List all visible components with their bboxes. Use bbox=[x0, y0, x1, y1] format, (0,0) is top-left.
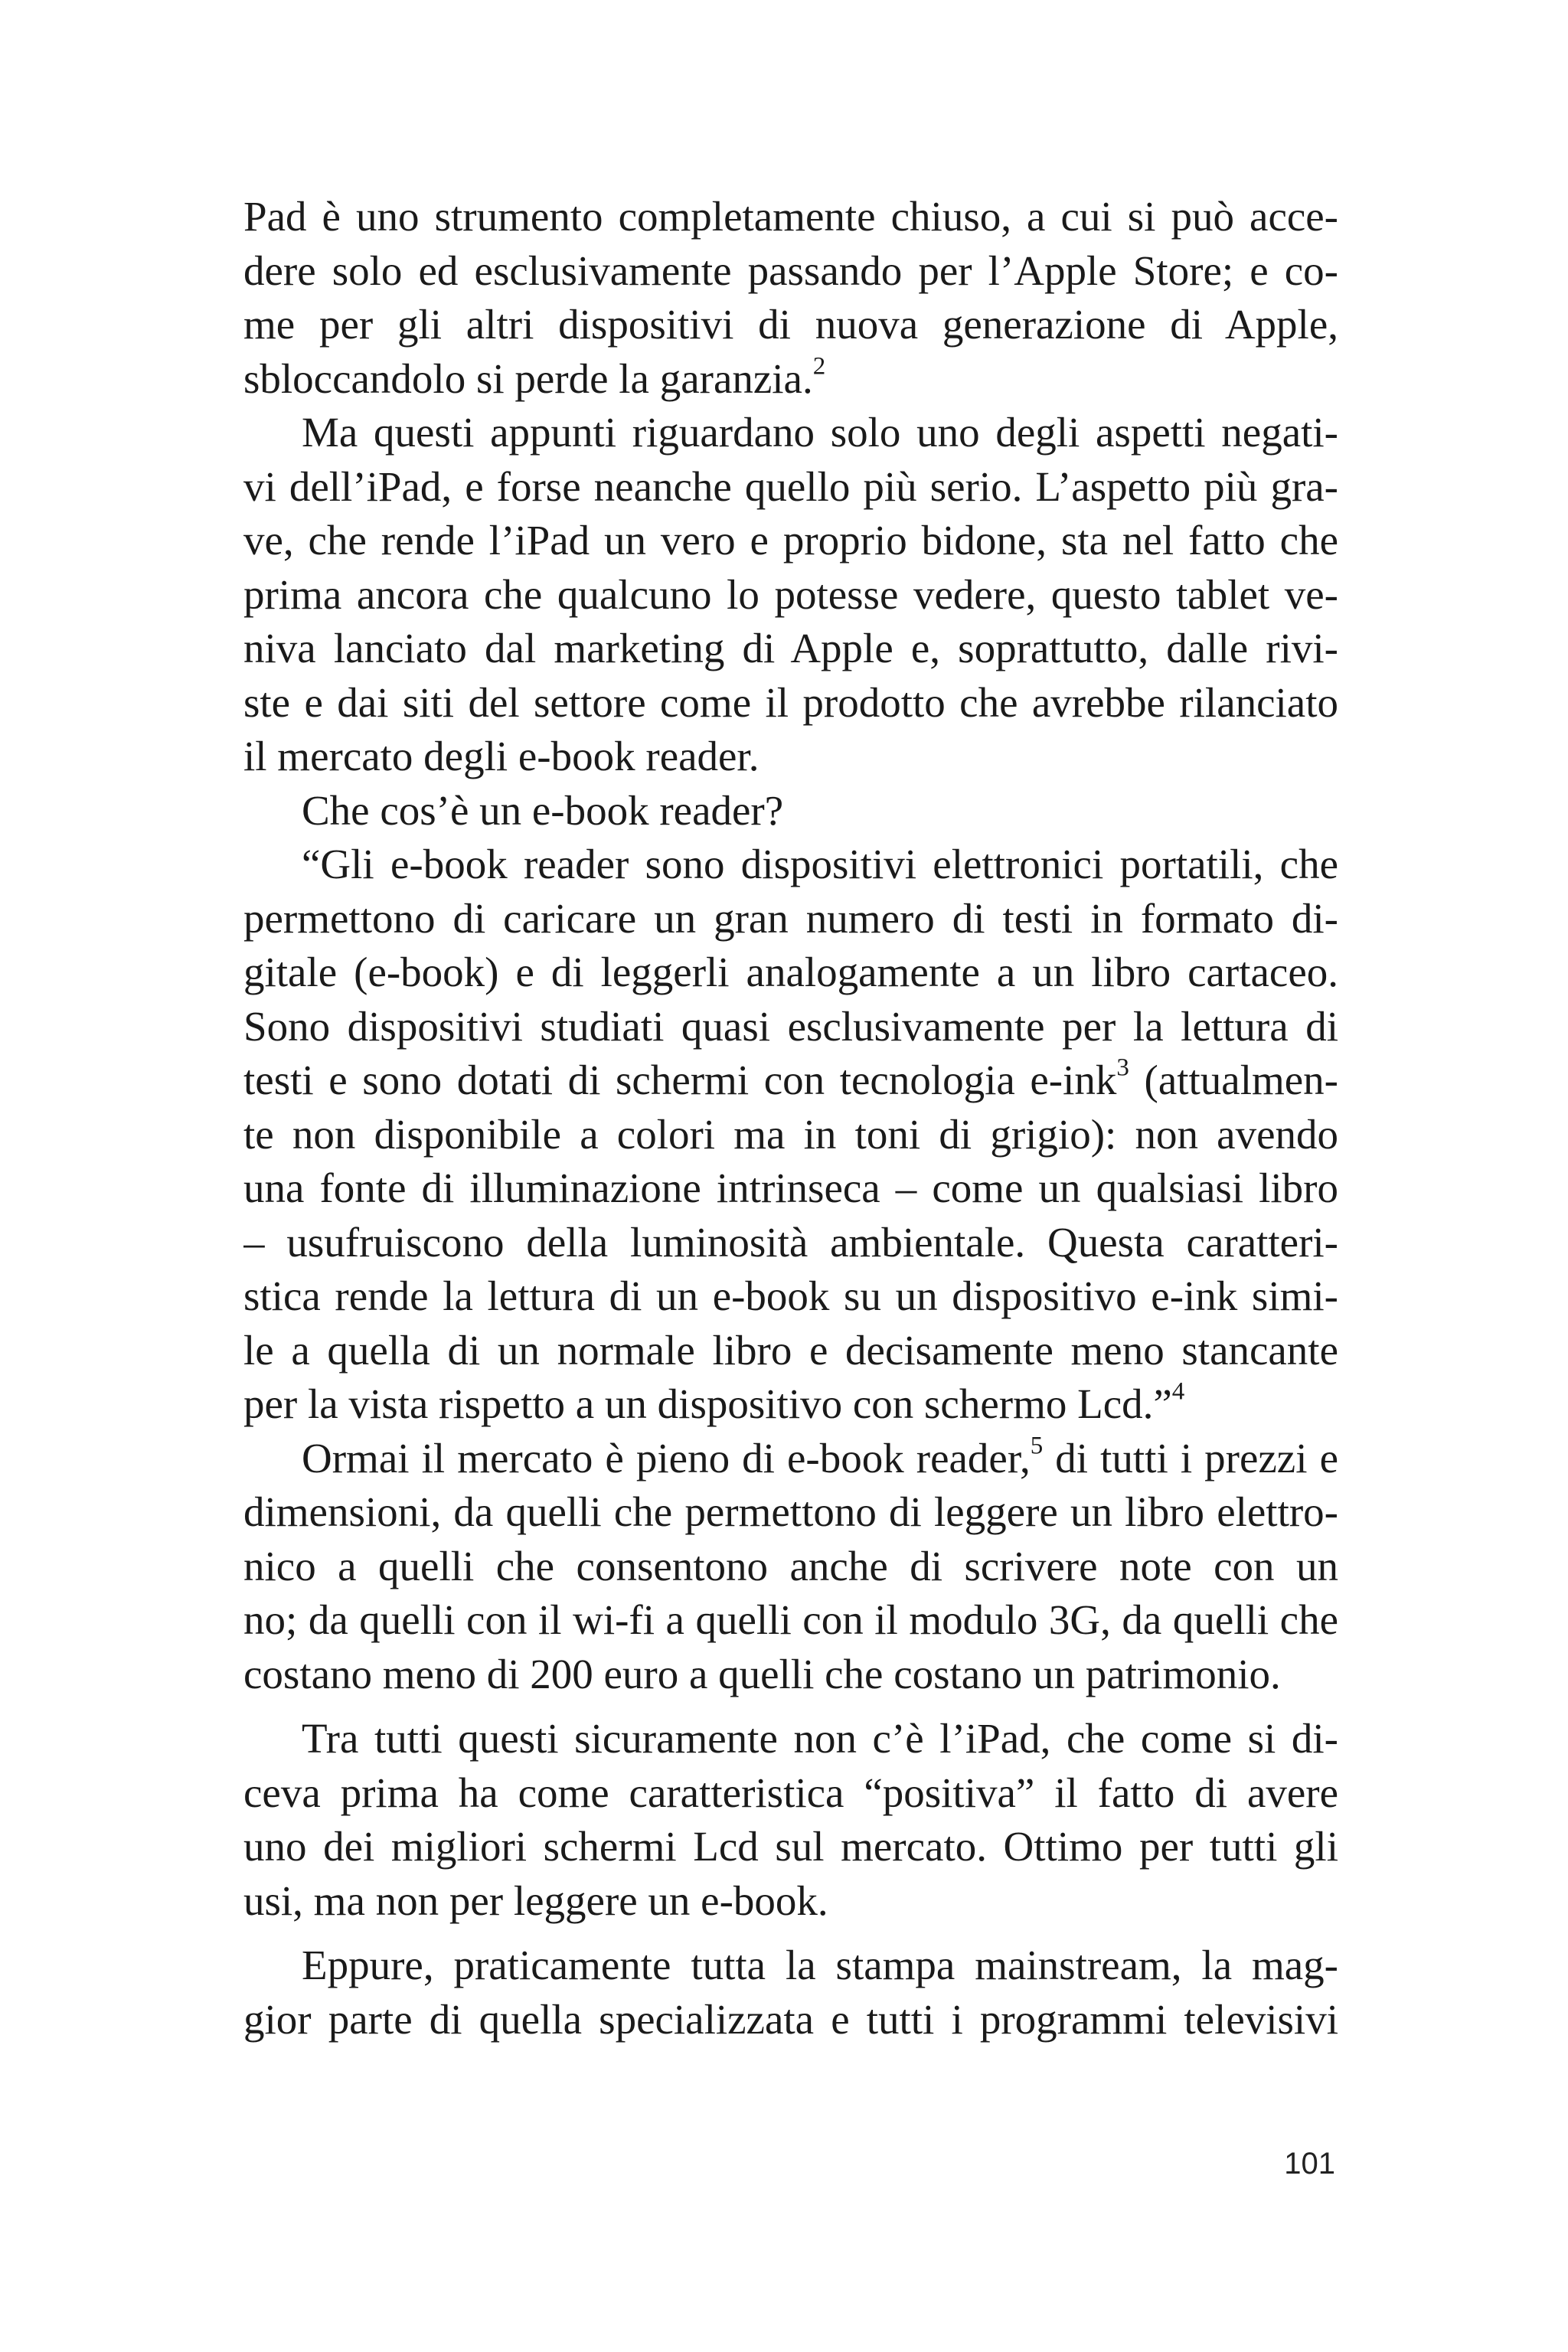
text-line bbox=[243, 298, 1338, 352]
line-text: testi e sono dotati di schermi con tecnologia e-ink bbox=[243, 1057, 1117, 1103]
footnote-ref: 4 bbox=[1171, 1377, 1185, 1406]
line-text: ste e dai siti del settore come il prodotto che avrebbe rilanciato bbox=[243, 678, 1338, 726]
text-line bbox=[243, 1766, 1338, 1821]
line-text: dimensioni, da quelli che permettono di leggere un libro elettro- bbox=[243, 1488, 1338, 1535]
line-text-after: di tutti i prezzi e bbox=[1043, 1434, 1338, 1481]
text-line bbox=[243, 1820, 1338, 1874]
text-line bbox=[243, 1377, 1338, 1432]
text-line bbox=[243, 1054, 1338, 1108]
text-line bbox=[243, 784, 1338, 838]
line-text: stica rende la lettura di un e-book su un dispositivo e-ink simi- bbox=[243, 1272, 1338, 1319]
text-line bbox=[243, 1432, 1338, 1486]
text-line bbox=[243, 676, 1338, 730]
line-text: sbloccandolo si perde la garanzia. bbox=[243, 354, 813, 402]
line-text: Che cos’è un e-book reader? bbox=[302, 786, 784, 834]
line-text: uno dei migliori schermi Lcd sul mercato. Ottimo per tutti gli bbox=[243, 1823, 1338, 1870]
line-text: ceva prima ha come caratteristica “positiva” il fatto di avere bbox=[243, 1769, 1338, 1816]
text-line bbox=[243, 622, 1338, 676]
line-text: il mercato degli e-book reader. bbox=[243, 733, 760, 779]
line-text: le a quella di un normale libro e decisamente meno stancante bbox=[243, 1326, 1338, 1374]
line-text: gior parte di quella specializzata e tutti i programmi televisivi bbox=[243, 1995, 1338, 2043]
text-line bbox=[243, 514, 1338, 568]
text-line bbox=[243, 460, 1338, 514]
line-text: te non disponibile a colori ma in toni di grigio): non avendo bbox=[243, 1110, 1338, 1158]
text-line bbox=[243, 946, 1338, 1000]
line-text: una fonte di illuminazione intrinseca – come un qualsiasi libro bbox=[243, 1165, 1338, 1211]
body-text bbox=[243, 190, 1338, 2047]
line-text: me per gli altri dispositivi di nuova generazione di Apple, bbox=[243, 301, 1338, 348]
text-line bbox=[243, 1324, 1338, 1378]
line-text: niva lanciato dal marketing di Apple e, soprattutto, dalle rivi- bbox=[243, 625, 1338, 671]
paragraph-gap bbox=[243, 1701, 1338, 1712]
text-line bbox=[243, 244, 1338, 299]
line-text: Sono dispositivi studiati quasi esclusivamente per la lettura di bbox=[243, 1002, 1338, 1050]
paragraph-gap bbox=[243, 1928, 1338, 1939]
text-line bbox=[243, 1993, 1338, 2047]
line-text: Eppure, praticamente tutta la stampa mainstream, la mag- bbox=[302, 1942, 1338, 1988]
line-text: – usufruiscono della luminosità ambientale. Questa caratteri- bbox=[243, 1218, 1338, 1266]
text-line bbox=[243, 1874, 1338, 1929]
line-text: nico a quelli che consentono anche di scrivere note con un bbox=[243, 1542, 1338, 1589]
line-text: Ormai il mercato è pieno di e-book reader, bbox=[302, 1434, 1031, 1481]
footnote-ref: 2 bbox=[812, 351, 826, 380]
line-text: ve, che rende l’iPad un vero e proprio bidone, sta nel fatto che bbox=[243, 517, 1338, 564]
text-line bbox=[243, 568, 1338, 622]
text-line bbox=[243, 1108, 1338, 1162]
text-line bbox=[243, 1000, 1338, 1054]
line-text: costano meno di 200 euro a quelli che costano un patrimonio. bbox=[243, 1650, 1281, 1697]
line-text: permettono di caricare un gran numero di testi in formato di- bbox=[243, 894, 1338, 942]
text-line bbox=[243, 838, 1338, 892]
text-line bbox=[243, 1540, 1338, 1594]
text-line bbox=[243, 1485, 1338, 1540]
text-line bbox=[243, 730, 1338, 784]
text-line bbox=[243, 1939, 1338, 1993]
text-line bbox=[243, 190, 1338, 244]
text-line bbox=[243, 406, 1338, 460]
text-line bbox=[243, 1216, 1338, 1270]
line-text: dere solo ed esclusivamente passando per l’Apple Store; e co- bbox=[243, 247, 1338, 294]
line-text: no; da quelli con il wi-fi a quelli con il modulo 3G, da quelli che bbox=[243, 1596, 1338, 1643]
footnote-ref: 3 bbox=[1116, 1054, 1129, 1082]
line-text: “Gli e-book reader sono dispositivi elettronici portatili, che bbox=[302, 841, 1338, 887]
line-text: Pad è uno strumento completamente chiuso, a cui si può acce- bbox=[243, 193, 1338, 240]
text-line bbox=[243, 1161, 1338, 1216]
text-line bbox=[243, 352, 1338, 407]
text-line bbox=[243, 1269, 1338, 1324]
text-line bbox=[243, 892, 1338, 946]
line-text: usi, ma non per leggere un e-book. bbox=[243, 1877, 828, 1924]
text-line bbox=[243, 1593, 1338, 1648]
text-line bbox=[243, 1712, 1338, 1766]
line-text: vi dell’iPad, e forse neanche quello più serio. L’aspetto più gra- bbox=[243, 462, 1338, 510]
line-text: Ma questi appunti riguardano solo uno degli aspetti negati- bbox=[302, 409, 1338, 456]
line-text: Tra tutti questi sicuramente non c’è l’iPad, che come si di- bbox=[302, 1715, 1338, 1762]
page-number: 101 bbox=[1284, 2147, 1335, 2180]
line-text: per la vista rispetto a un dispositivo con schermo Lcd.” bbox=[243, 1380, 1172, 1427]
line-text: gitale (e-book) e di leggerli analogamente a un libro cartaceo. bbox=[243, 949, 1338, 995]
footnote-ref: 5 bbox=[1030, 1431, 1044, 1459]
text-line bbox=[243, 1648, 1338, 1702]
line-text-after: (attualmen- bbox=[1129, 1057, 1338, 1103]
line-text: prima ancora che qualcuno lo potesse vedere, questo tablet ve- bbox=[243, 570, 1338, 618]
